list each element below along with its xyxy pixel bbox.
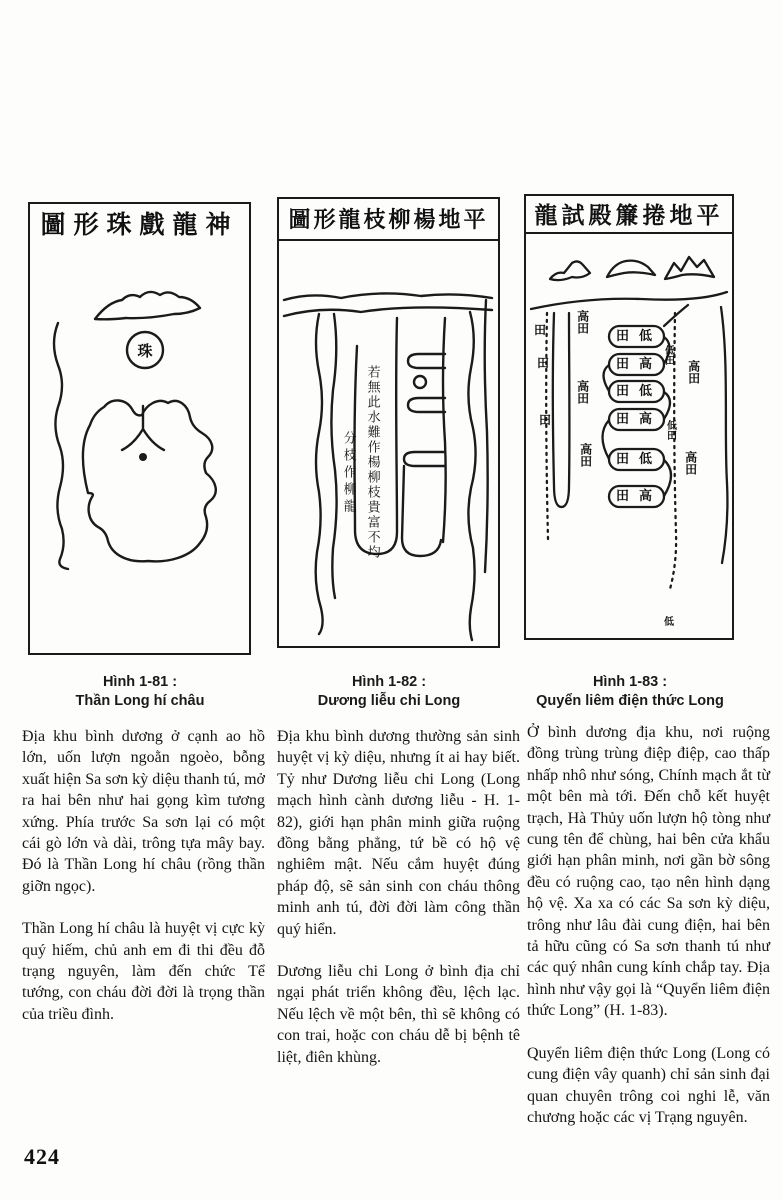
- paragraph: Quyển liêm điện thức Long (Long có cung điện vây quanh) chỉ sản sinh đại quan chuyên trông coi nghi lễ, văn chương hoặc các vị Trạng nguyên.: [527, 1044, 770, 1126]
- field-label: 田: [539, 413, 552, 427]
- field-label: 低: [661, 616, 673, 626]
- paragraph: Địa khu bình dương ở cạnh ao hồ lớn, uốn lượn ngoằn ngoèo, bỗng xuất hiện Sa sơn kỳ diệu thanh tú, mở ra hai bên như hai gọng kìm tương xứng. Phía trước Sa sơn lại có một cái gò lớn và dài, trông tựa mây bay. Đó là Thần Long hí châu (rồng thần giỡn ngọc).: [22, 728, 265, 895]
- river-band-upper: [284, 293, 492, 300]
- dragon-eye-dot: [139, 453, 147, 461]
- right-outer-curve: [721, 307, 727, 563]
- pill-connector: [603, 420, 610, 459]
- branch-tooth-1: [408, 354, 445, 368]
- caption-line-2: Dương liễu chi Long: [317, 692, 461, 709]
- body-column-3: [527, 722, 770, 1149]
- caption-line-2: Thần Long hí châu: [75, 692, 205, 709]
- field-label: 高: [639, 357, 653, 372]
- page-number: 424: [24, 1144, 60, 1169]
- dragon-body-outline: [83, 400, 216, 561]
- caption-fig-1-82: [264, 673, 514, 710]
- dragon-pearl-drawing: [30, 245, 248, 653]
- caption-line-2: Quyển liêm điện thức Long: [536, 692, 724, 709]
- mountain-icon-right: [665, 257, 714, 279]
- inscription-right: 若無此水難作楊柳枝貴富不均: [364, 365, 380, 560]
- pill-entry-curve: [664, 305, 688, 326]
- field-label: 田: [616, 329, 630, 344]
- figure-title-cjk: 龍試殿簾捲地平: [526, 196, 732, 234]
- paragraph: Thần Long hí châu là huyệt vị cực kỳ quý hiếm, chủ anh em đi thi đều đỗ trạng nguyên, làm đến chức Tể tướng, con cháu đời đời là trọng thần của triều đình.: [22, 920, 265, 1023]
- field-label: 高田: [683, 451, 698, 475]
- field-label: 低田: [662, 345, 674, 365]
- field-label: 低: [639, 329, 653, 344]
- right-stream: [468, 312, 475, 640]
- caption-line-1: Hình 1-83 :: [592, 674, 668, 690]
- pill-connector: [664, 392, 670, 419]
- inscription-left: 分枝作柳龍: [340, 431, 356, 516]
- left-field-channel: [553, 313, 570, 507]
- field-label: 低田: [664, 420, 676, 440]
- branch-tooth-2: [408, 398, 445, 412]
- field-label: 高: [639, 412, 653, 427]
- right-border-line: [485, 300, 488, 572]
- body-column-1: [22, 726, 265, 1046]
- figure-box-1-82: [277, 197, 500, 648]
- pill-connector: [604, 365, 610, 391]
- water-line: [54, 323, 68, 569]
- field-label: 田: [616, 412, 630, 427]
- field-label: 高田: [575, 380, 590, 404]
- rolled-curtain-drawing: [526, 233, 731, 638]
- figure-box-1-83: [524, 194, 734, 640]
- pond-circle: [414, 376, 426, 388]
- field-label: 高: [639, 489, 653, 504]
- channel-line-1: [316, 314, 323, 634]
- caption-fig-1-83: [505, 673, 755, 710]
- field-label: 田: [537, 356, 550, 370]
- field-label: 低: [639, 384, 653, 399]
- dragon-head-fork: [122, 406, 164, 450]
- field-label: 田: [616, 384, 630, 399]
- pearl-char: 珠: [137, 342, 153, 360]
- field-boundary-curve: [531, 292, 727, 309]
- field-label: 高田: [575, 310, 590, 334]
- field-label: 低: [639, 452, 653, 467]
- channel-line-2: [331, 314, 336, 598]
- pill-connector: [664, 460, 671, 496]
- branch-bottom: [402, 466, 441, 556]
- branch-tooth-3: [404, 452, 445, 466]
- sa-hill-shape: [95, 292, 200, 319]
- paragraph: Dương liễu chi Long ở bình địa chỉ ngại phát triển không đều, lệch lạc. Nếu lệch về một bên, thì sẽ không có con trai, hoặc con cháu dễ bị bệnh tê liệt, điên khùng.: [277, 963, 520, 1066]
- caption-line-1: Hình 1-82 :: [351, 674, 427, 690]
- figure-box-1-81: [28, 202, 251, 655]
- field-label: 田: [616, 489, 630, 504]
- field-label: 田: [616, 452, 630, 467]
- caption-line-1: Hình 1-81 :: [102, 674, 178, 690]
- willow-branch-drawing: [279, 242, 497, 646]
- figure-title-cjk: 圖形珠戲龍神: [40, 210, 239, 239]
- field-label: 高田: [578, 443, 593, 467]
- figure-title-cjk: 圖形龍枝柳楊地平: [279, 199, 498, 241]
- paragraph: Địa khu bình dương thường sản sinh huyệt vị kỳ diệu, nhưng ít ai hay biết. Tỷ như Dương liễu chi Long (Long mạch hình cành dương liễu - H. 1-82), giới hạn phân minh giữa ruộng đồng bằng phẳng, tứ bề có hộ vệ nghiêm mật. Nếu cắm huyệt đúng pháp độ, sẽ sản sinh con cháu thông minh anh tú, đời đời làm công thần quý hiển.: [277, 728, 520, 938]
- caption-fig-1-81: [15, 673, 265, 710]
- mountain-icon-left: [550, 261, 590, 280]
- branch-main-line: [443, 318, 446, 542]
- mountain-icon-middle: [607, 261, 655, 277]
- field-label: 高田: [686, 360, 701, 384]
- field-label: 田: [616, 357, 630, 372]
- body-column-2: [277, 726, 520, 1089]
- field-label: 田: [534, 323, 547, 337]
- river-band-lower: [284, 307, 492, 316]
- paragraph: Ở bình dương địa khu, nơi ruộng đồng trùng trùng điệp điệp, cao thấp nhấp nhô như sóng, Chính mạch ắt từ một bên mà tới. Đến chỗ kết huyệt trạch, Hà Thủy uốn lượn hộ tòng như cung tên để chùng, hai bên cửa khẩu giới hạn phân minh, nơi gần bờ sông đều có ruộng cao, tạo nên hình dạng hộ vệ. Xa xa có các Sa sơn kỳ diệu, trông như lâu đài cung điện, hai bên tả hữu cũng có Sa sơn thanh tú như các quý nhân cung kính chắp tay. Địa hình như vậy gọi là “Quyển liêm điện thức Long” (H. 1-83).: [527, 724, 770, 1020]
